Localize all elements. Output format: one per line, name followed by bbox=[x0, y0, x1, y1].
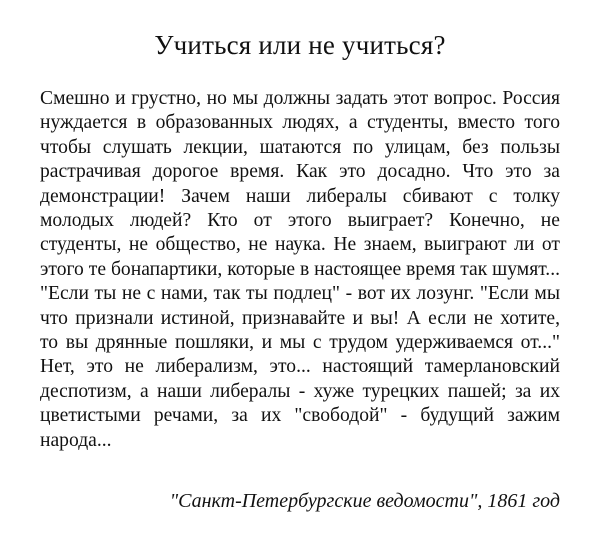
article-title: Учиться или не учиться? bbox=[154, 30, 446, 60]
article-body: Смешно и грустно, но мы должны задать этот вопрос. Россия нуждается в образованных людях, а студенты, вместо того чтобы слушать лекции, шатаются по улицам, без пользы растрачивая дорогое время. Как это досадно. Что это за демонстрации! Зачем наши либералы сбивают с толку молодых людей? Кто от этого выиграет? Конечно, не студенты, не общество, не наука. Не знаем, выиграют ли от этого те бонапартики, которые в настоящее время так шумят... "Если ты не с нами, так ты подлец" - вот их лозунг. "Если мы что признали истиной, признавайте и вы! А если не хотите, то вы дрянные пошляки, и мы с трудом удерживаемся от..." Нет, это не либерализм, это... настоящий тамерлановский деспотизм, а наши либералы - хуже турецких пашей; за их цветистыми речами, за их "свободой" - будущий зажим народа... bbox=[40, 88, 560, 451]
article-source: "Санкт-Петербургские ведомости", 1861 год bbox=[169, 490, 560, 512]
